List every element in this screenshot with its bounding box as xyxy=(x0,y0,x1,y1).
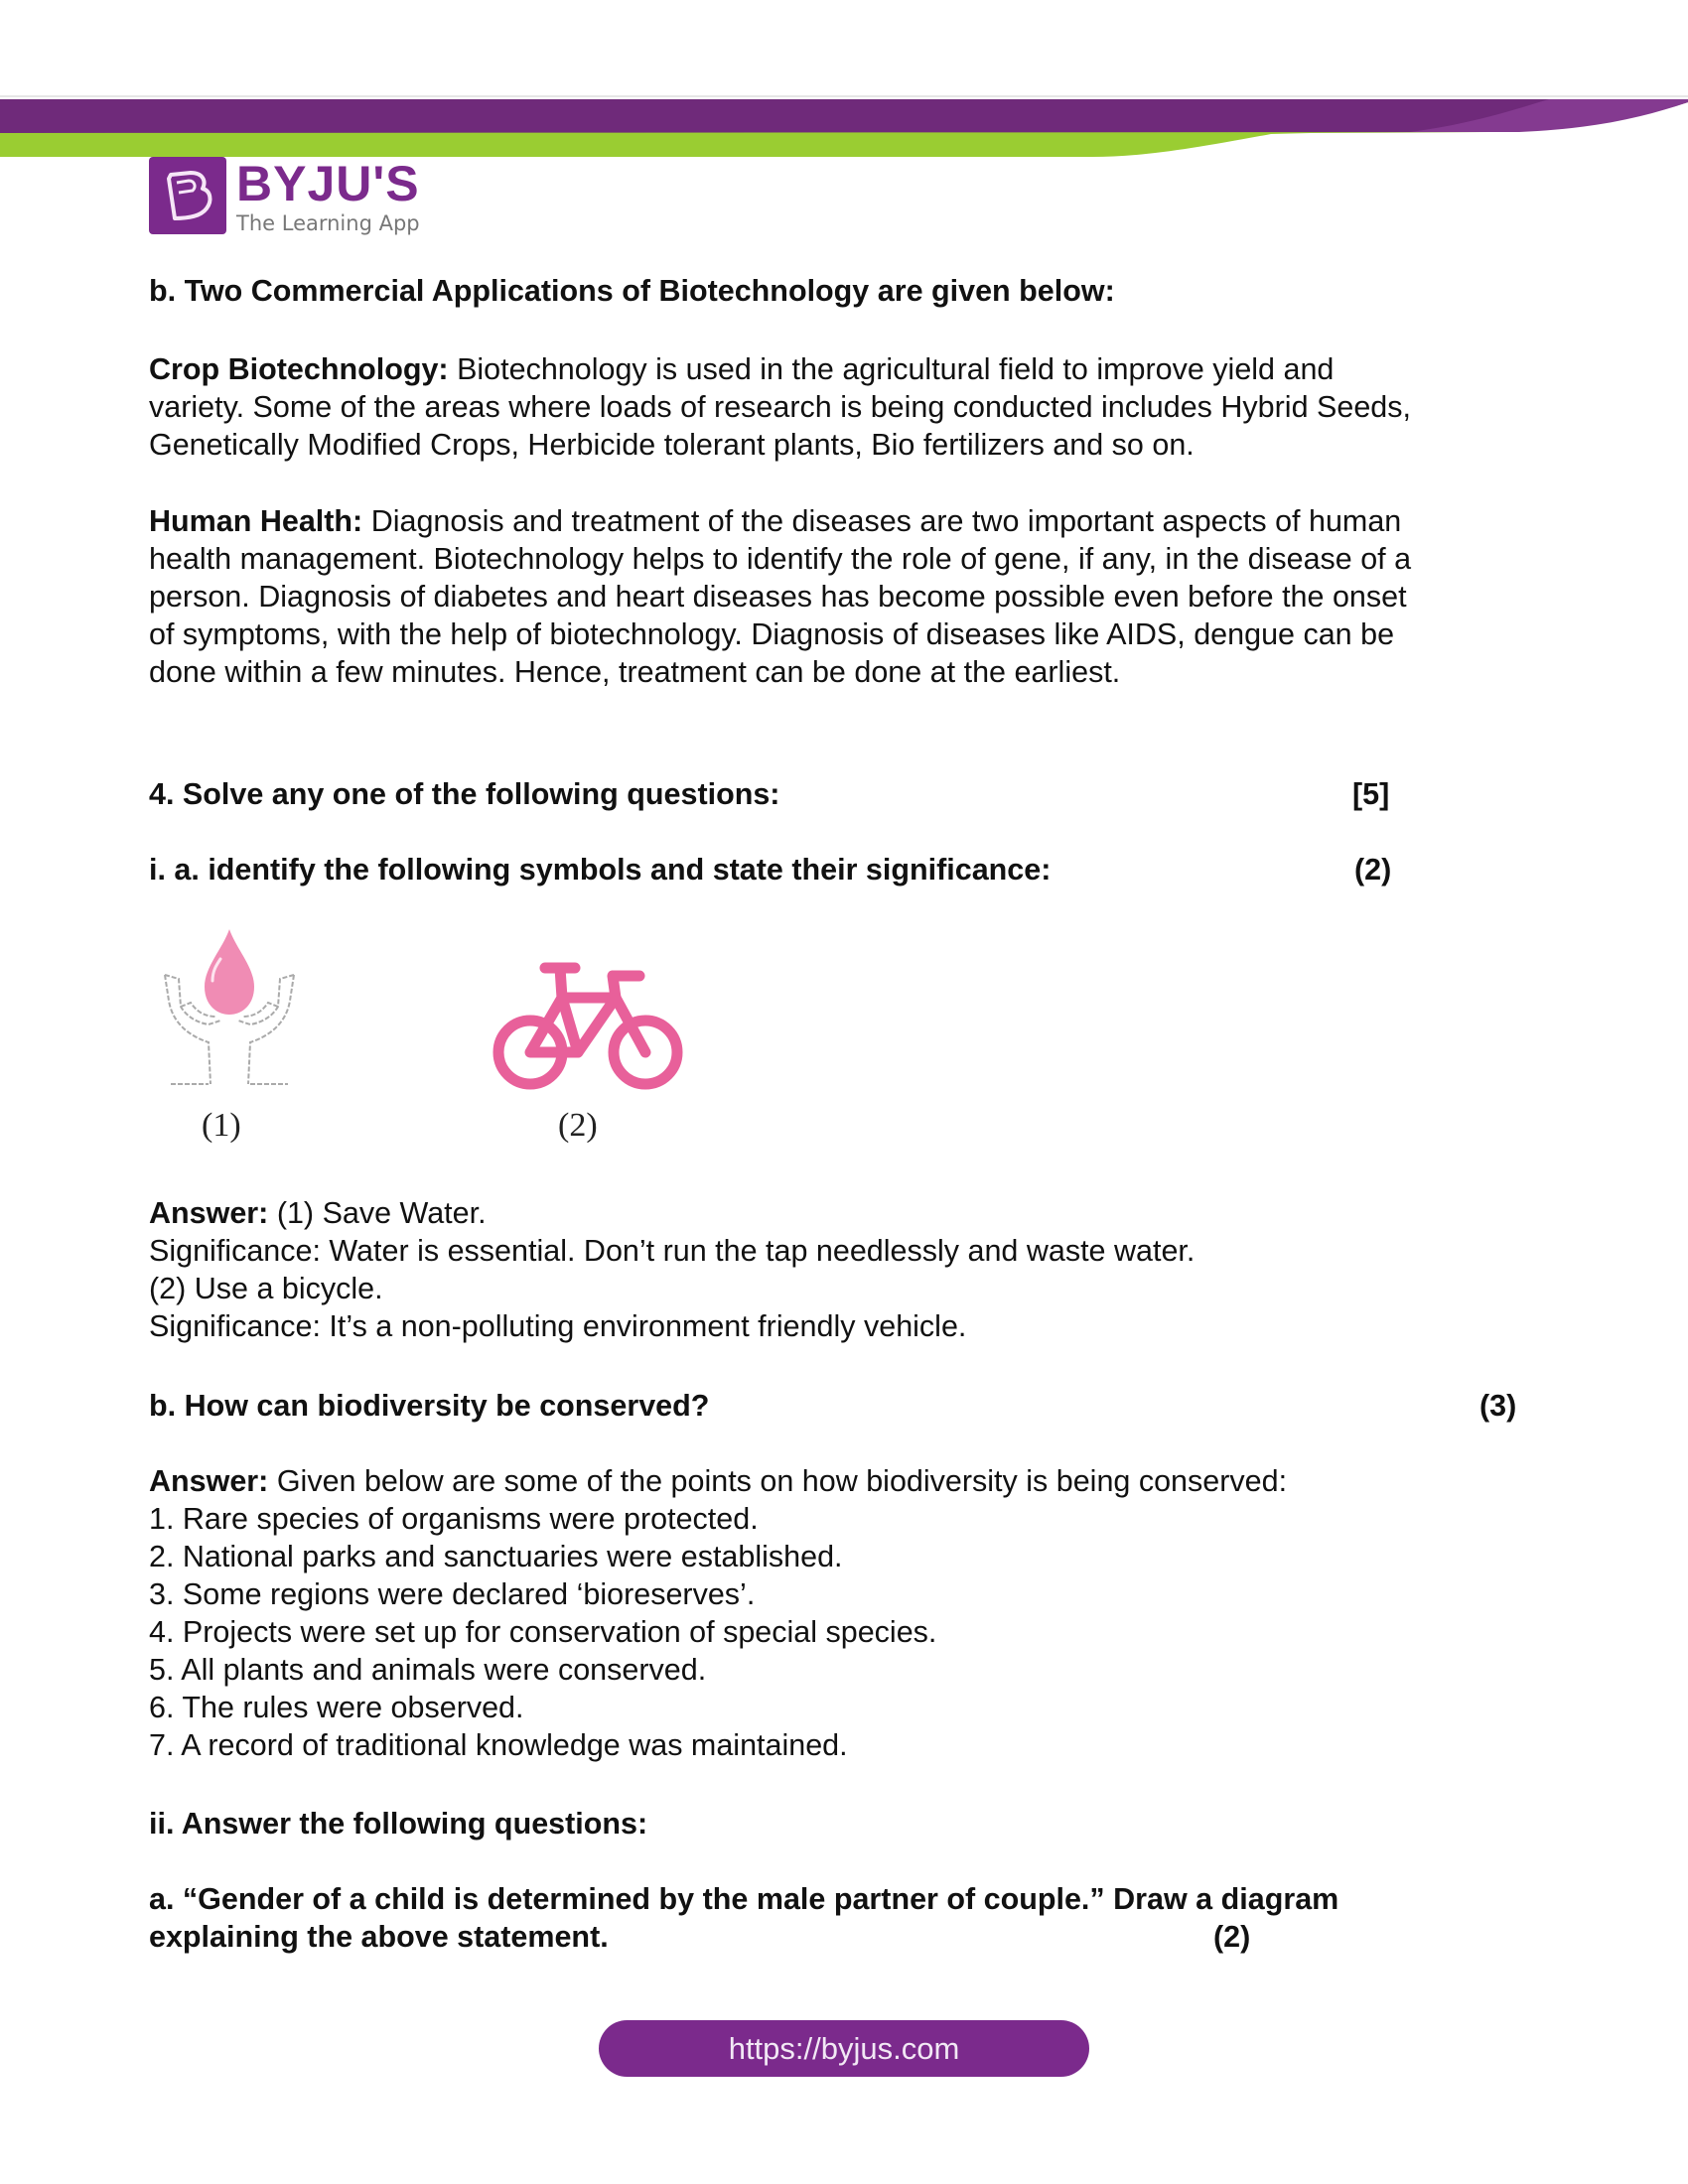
list-item: 6. The rules were observed. xyxy=(149,1691,524,1724)
question-marks: (2) xyxy=(1354,853,1392,887)
paragraph-line: variety. Some of the areas where loads of research is being conducted includes Hybrid Seeds, xyxy=(149,390,1411,424)
answer-line: Answer: Given below are some of the points on how biodiversity is being conserved: xyxy=(149,1464,1288,1498)
list-item: 4. Projects were set up for conservation of special species. xyxy=(149,1615,937,1649)
paragraph-line: person. Diagnosis of diabetes and heart diseases has become possible even before the onset xyxy=(149,580,1407,614)
paragraph-line: done within a few minutes. Hence, treatment can be done at the earliest. xyxy=(149,655,1121,689)
list-item: 1. Rare species of organisms were protected. xyxy=(149,1502,759,1536)
bicycle-icon xyxy=(491,958,685,1097)
byjus-logo-mark-icon xyxy=(149,157,226,234)
list-item: 7. A record of traditional knowledge was maintained. xyxy=(149,1728,848,1762)
paragraph-line: Crop Biotechnology: Biotechnology is used in the agricultural field to improve yield and xyxy=(149,352,1335,386)
paragraph-line: of symptoms, with the help of biotechnology. Diagnosis of diseases like AIDS, dengue can be xyxy=(149,617,1395,651)
header-band xyxy=(0,0,1688,169)
question-marks: (3) xyxy=(1479,1389,1517,1423)
logo-tagline: The Learning App xyxy=(236,211,420,235)
question-heading: i. a. identify the following symbols and state their significance: xyxy=(149,853,1052,887)
footer-url-text: https://byjus.com xyxy=(728,2030,960,2066)
footer-url-link[interactable] xyxy=(599,2020,1089,2077)
answer-line: Significance: It’s a non-polluting environment friendly vehicle. xyxy=(149,1309,967,1343)
paragraph-line: Genetically Modified Crops, Herbicide tolerant plants, Bio fertilizers and so on. xyxy=(149,428,1195,462)
question-heading: ii. Answer the following questions: xyxy=(149,1807,648,1841)
question-heading: 4. Solve any one of the following questions: xyxy=(149,777,780,811)
question-text: explaining the above statement. xyxy=(149,1920,609,1954)
list-item: 2. National parks and sanctuaries were established. xyxy=(149,1540,843,1573)
save-water-hands-drop-icon xyxy=(151,925,308,1094)
answer-line: Answer: (1) Save Water. xyxy=(149,1196,487,1230)
answer-line: (2) Use a bicycle. xyxy=(149,1272,383,1305)
question-heading: b. How can biodiversity be conserved? xyxy=(149,1389,710,1423)
answer-line: Significance: Water is essential. Don’t run the tap needlessly and waste water. xyxy=(149,1234,1196,1268)
crop-biotech-label: Crop Biotechnology: xyxy=(149,352,449,386)
question-marks: [5] xyxy=(1352,777,1390,811)
section-heading: b. Two Commercial Applications of Biotechnology are given below: xyxy=(149,274,1115,308)
answer-label: Answer: xyxy=(149,1464,269,1498)
question-text: a. “Gender of a child is determined by the male partner of couple.” Draw a diagram xyxy=(149,1882,1339,1916)
human-health-label: Human Health: xyxy=(149,504,363,538)
paragraph-line: health management. Biotechnology helps to identify the role of gene, if any, in the disease of a xyxy=(149,542,1412,576)
list-item: 3. Some regions were declared ‘bioreserves’. xyxy=(149,1577,756,1611)
paragraph-line: Human Health: Diagnosis and treatment of the diseases are two important aspects of human xyxy=(149,504,1402,538)
symbol-caption: (2) xyxy=(558,1107,598,1144)
question-marks: (2) xyxy=(1213,1920,1251,1954)
list-item: 5. All plants and animals were conserved. xyxy=(149,1653,707,1687)
answer-label: Answer: xyxy=(149,1196,269,1230)
logo-brand-name: BYJU'S xyxy=(236,156,420,211)
byjus-logo xyxy=(149,157,437,238)
symbol-caption: (1) xyxy=(202,1107,241,1144)
